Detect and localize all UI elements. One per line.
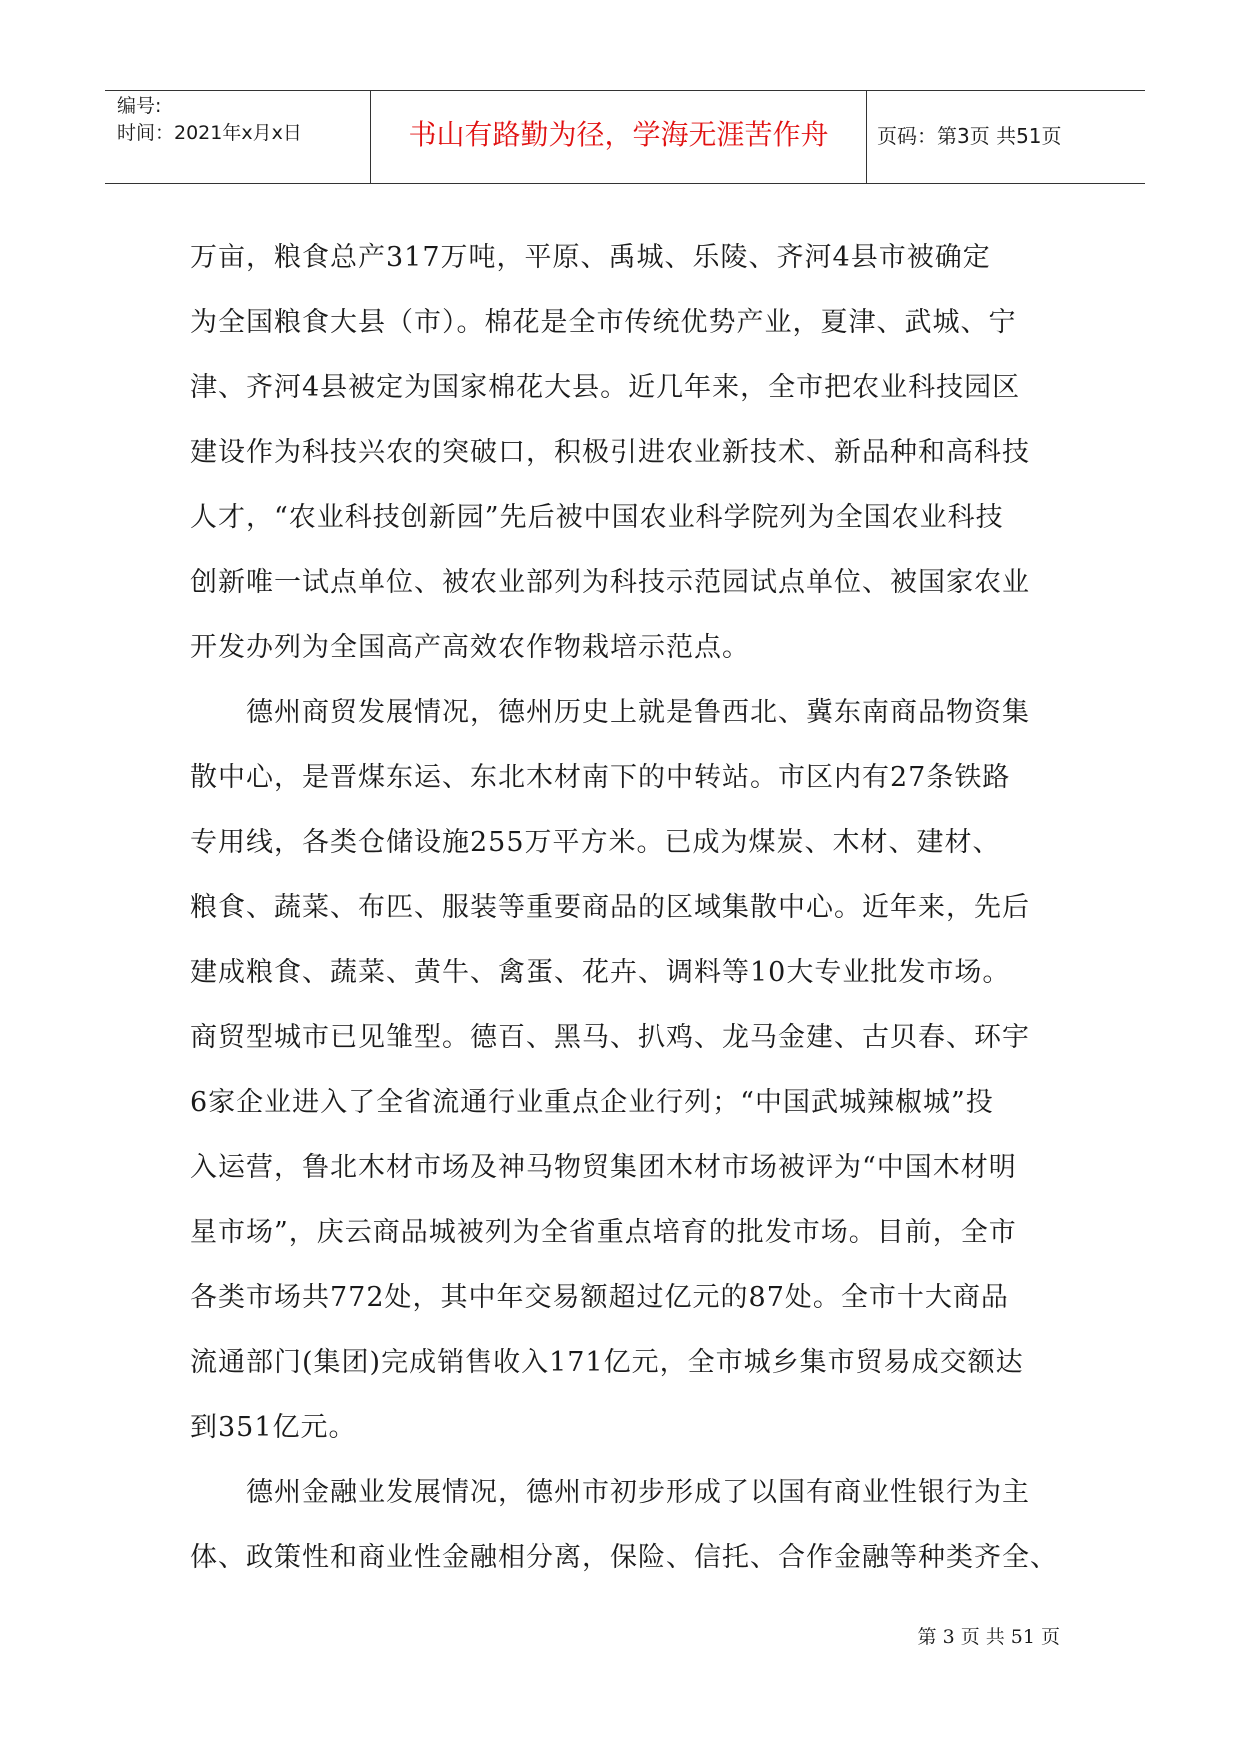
text-line: 建设作为科技兴农的突破口，积极引进农业新技术、新品种和高科技 — [190, 437, 1030, 468]
text-line: 6家企业进入了全省流通行业重点企业行列；“中国武城辣椒城”投 — [190, 1087, 994, 1118]
text-line: 体、政策性和商业性金融相分离，保险、信托、合作金融等种类齐全、 — [190, 1542, 1058, 1573]
paragraph-agriculture — [190, 225, 1070, 680]
header-motto-cell — [370, 91, 867, 183]
text-line: 星市场”，庆云商品城被列为全省重点培育的批发市场。目前，全市 — [190, 1217, 1017, 1248]
text-line: 各类市场共772处，其中年交易额超过亿元的87处。全市十大商品 — [190, 1282, 1009, 1313]
header-info-cell — [105, 91, 370, 183]
header-motto: 书山有路勤为径，学海无涯苦作舟 — [408, 118, 829, 151]
document-body — [190, 225, 1070, 1590]
text-line: 万亩，粮食总产317万吨，平原、禹城、乐陵、齐河4县市被确定 — [190, 242, 991, 273]
text-line: 德州商贸发展情况，德州历史上就是鲁西北、冀东南商品物资集 — [246, 697, 1030, 728]
text-line: 散中心，是晋煤东运、东北木材南下的中转站。市区内有27条铁路 — [190, 762, 1011, 793]
text-line: 入运营，鲁北木材市场及神马物贸集团木材市场被评为“中国木材明 — [190, 1152, 1017, 1183]
text-line: 开发办列为全国高产高效农作物栽培示范点。 — [190, 632, 750, 663]
page-footer: 第 3 页 共 51 页 — [917, 1626, 1060, 1648]
text-line: 流通部门(集团)完成销售收入171亿元，全市城乡集市贸易成交额达 — [190, 1347, 1024, 1378]
document-number-label: 编号: — [117, 95, 162, 117]
text-line: 人才，“农业科技创新园”先后被中国农业科学院列为全国农业科技 — [190, 502, 1004, 533]
text-line: 为全国粮食大县（市）。棉花是全市传统优势产业，夏津、武城、宁 — [190, 307, 1017, 338]
text-line: 津、齐河4县被定为国家棉花大县。近几年来，全市把农业科技园区 — [190, 372, 1021, 403]
header-page-code: 页码：第3页 共51页 — [877, 124, 1062, 148]
text-line: 创新唯一试点单位、被农业部列为科技示范园试点单位、被国家农业 — [190, 567, 1030, 598]
text-line: 建成粮食、蔬菜、黄牛、禽蛋、花卉、调料等10大专业批发市场。 — [190, 957, 1011, 988]
header-page-cell — [865, 91, 1145, 183]
text-line: 粮食、蔬菜、布匹、服装等重要商品的区域集散中心。近年来，先后 — [190, 892, 1030, 923]
paragraph-commerce — [190, 680, 1070, 1460]
paragraph-finance — [190, 1460, 1070, 1590]
document-time-label: 时间：2021年x月x日 — [117, 122, 302, 144]
page-header — [105, 90, 1145, 184]
text-line: 到351亿元。 — [190, 1412, 357, 1443]
text-line: 德州金融业发展情况，德州市初步形成了以国有商业性银行为主 — [246, 1477, 1030, 1508]
text-line: 专用线，各类仓储设施255万平方米。已成为煤炭、木材、建材、 — [190, 827, 1001, 858]
text-line: 商贸型城市已见雏型。德百、黑马、扒鸡、龙马金建、古贝春、环宇 — [190, 1022, 1030, 1053]
